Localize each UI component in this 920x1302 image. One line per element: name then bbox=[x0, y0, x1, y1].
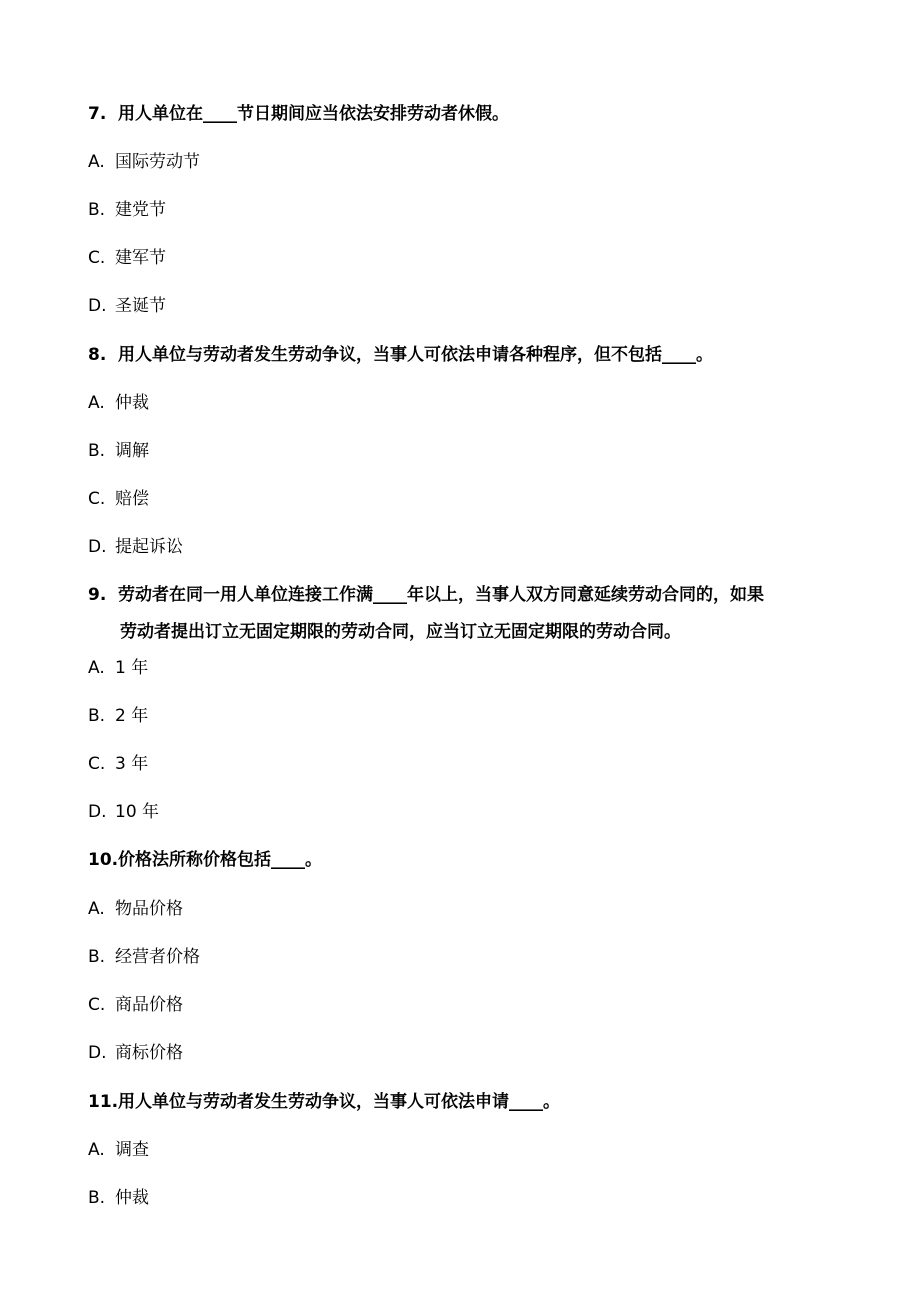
option-text: 赔偿 bbox=[115, 489, 149, 509]
question-number: 8. bbox=[88, 345, 107, 365]
option-text: 商品价格 bbox=[115, 995, 183, 1015]
option-7d bbox=[88, 294, 166, 318]
option-label: D. bbox=[88, 802, 107, 822]
option-8d bbox=[88, 535, 183, 559]
option-text: 建军节 bbox=[115, 248, 166, 268]
option-text: 建党节 bbox=[115, 200, 166, 220]
option-label: C. bbox=[88, 995, 106, 1015]
option-7a bbox=[88, 150, 200, 174]
option-7c bbox=[88, 246, 166, 270]
option-label: C. bbox=[88, 489, 106, 509]
option-label: B. bbox=[88, 441, 106, 461]
option-label: A. bbox=[88, 899, 105, 919]
option-10d bbox=[88, 1041, 183, 1065]
option-11b bbox=[88, 1186, 149, 1210]
option-label: C. bbox=[88, 248, 106, 268]
option-10c bbox=[88, 993, 183, 1017]
option-label: B. bbox=[88, 947, 106, 967]
option-9a bbox=[88, 656, 148, 680]
option-9b bbox=[88, 704, 148, 728]
option-9c bbox=[88, 752, 148, 776]
question-text: 用人单位在____节日期间应当依法安排劳动者休假。 bbox=[118, 104, 509, 124]
option-text: 国际劳动节 bbox=[115, 152, 200, 172]
option-label: A. bbox=[88, 658, 105, 678]
option-11a bbox=[88, 1138, 149, 1162]
question-9-continuation: 劳动者提出订立无固定期限的劳动合同，应当订立无固定期限的劳动合同。 bbox=[120, 622, 681, 642]
option-8b bbox=[88, 439, 149, 463]
option-text: 调查 bbox=[115, 1140, 149, 1160]
option-text: 提起诉讼 bbox=[115, 537, 183, 557]
question-11 bbox=[88, 1090, 560, 1114]
question-text: 劳动者在同一用人单位连接工作满____年以上，当事人双方同意延续劳动合同的，如果 bbox=[118, 585, 764, 605]
option-text: 3 年 bbox=[115, 754, 149, 774]
option-8a bbox=[88, 391, 149, 415]
question-number: 10. bbox=[88, 850, 119, 870]
option-7b bbox=[88, 198, 166, 222]
option-text: 商标价格 bbox=[115, 1043, 183, 1063]
option-text: 圣诞节 bbox=[115, 296, 166, 316]
option-text: 1 年 bbox=[115, 658, 149, 678]
option-9d bbox=[88, 800, 159, 824]
option-label: D. bbox=[88, 537, 107, 557]
option-8c bbox=[88, 487, 149, 511]
question-text: 价格法所称价格包括____。 bbox=[118, 850, 322, 870]
option-label: A. bbox=[88, 152, 105, 172]
option-text: 物品价格 bbox=[115, 899, 183, 919]
option-label: A. bbox=[88, 1140, 105, 1160]
option-label: D. bbox=[88, 1043, 107, 1063]
question-number: 11. bbox=[88, 1092, 119, 1112]
option-text: 调解 bbox=[115, 441, 149, 461]
question-text: 用人单位与劳动者发生劳动争议，当事人可依法申请____。 bbox=[118, 1092, 560, 1112]
option-label: D. bbox=[88, 296, 107, 316]
option-text: 仲裁 bbox=[115, 1188, 149, 1208]
question-10 bbox=[88, 848, 322, 872]
option-text: 经营者价格 bbox=[115, 947, 200, 967]
question-8 bbox=[88, 343, 713, 367]
option-text: 仲裁 bbox=[115, 393, 149, 413]
option-label: A. bbox=[88, 393, 105, 413]
option-label: B. bbox=[88, 200, 106, 220]
option-label: B. bbox=[88, 1188, 106, 1208]
question-number: 9. bbox=[88, 585, 107, 605]
question-9 bbox=[88, 583, 764, 607]
option-text: 10 年 bbox=[115, 802, 160, 822]
question-7 bbox=[88, 102, 509, 126]
option-label: B. bbox=[88, 706, 106, 726]
question-text: 用人单位与劳动者发生劳动争议，当事人可依法申请各种程序，但不包括____。 bbox=[118, 345, 713, 365]
question-number: 7. bbox=[88, 104, 107, 124]
option-label: C. bbox=[88, 754, 106, 774]
option-text: 2 年 bbox=[115, 706, 149, 726]
option-10a bbox=[88, 897, 183, 921]
option-10b bbox=[88, 945, 200, 969]
